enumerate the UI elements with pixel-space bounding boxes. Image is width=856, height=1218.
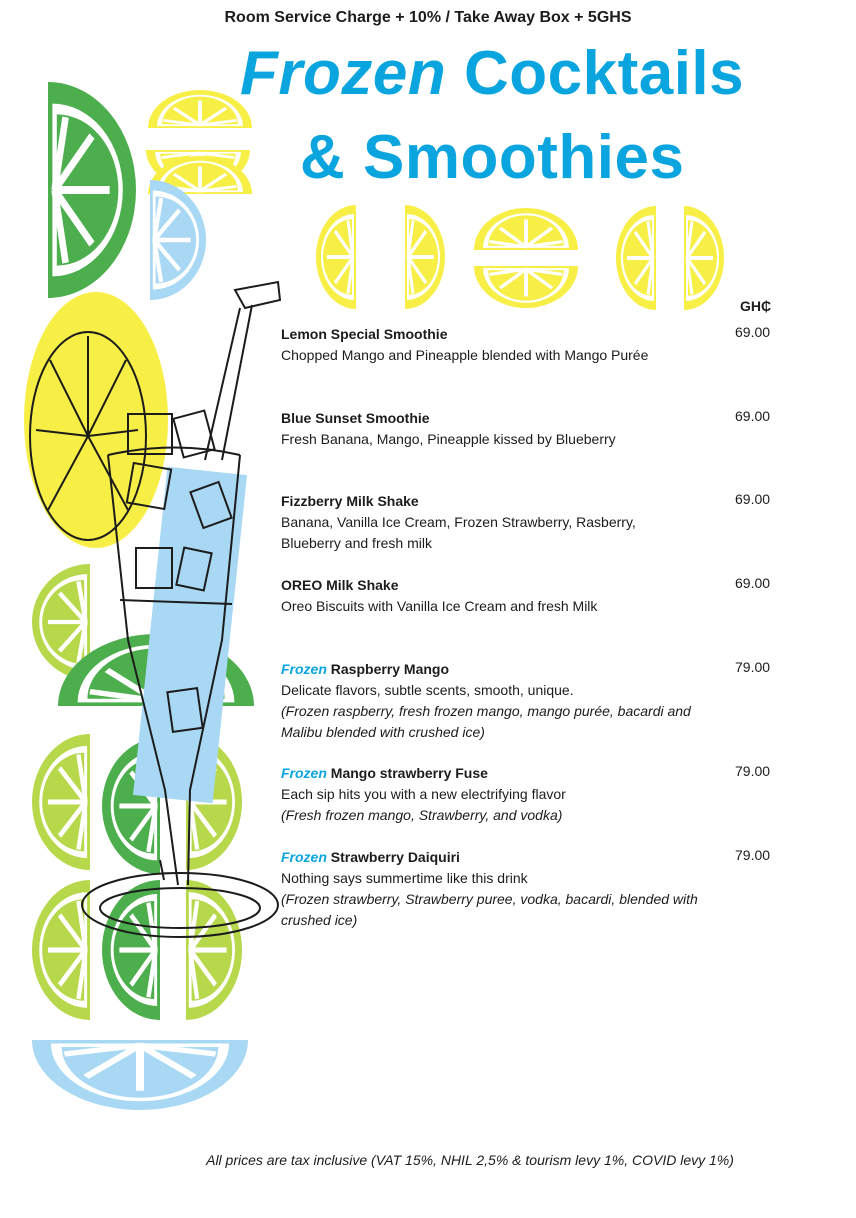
item-price: 79.00: [735, 659, 771, 675]
item-price: 69.00: [735, 575, 771, 591]
page-subtitle: & Smoothies: [300, 123, 685, 192]
item-price: 69.00: [735, 324, 771, 340]
lemon-slice-icon: [684, 206, 724, 310]
lime-slice-icon: [186, 880, 242, 1020]
menu-item: [281, 324, 721, 366]
item-ingredients: (Frozen strawberry, Strawberry puree, vodka, bacardi, blended with crushed ice): [281, 891, 698, 928]
item-description: Each sip hits you with a new electrifying flavor: [281, 786, 566, 802]
lime-slice-icon: [102, 880, 160, 1020]
title-cocktails-word: Cocktails: [446, 39, 745, 108]
lime-slice-icon: [150, 180, 206, 300]
menu-item: [281, 408, 721, 450]
currency-label: GH₵: [740, 298, 772, 314]
menu-item: [281, 763, 721, 826]
item-prefix: Frozen: [281, 661, 327, 677]
service-charge-notice: Room Service Charge + 10% / Take Away Box + 5GHS: [224, 9, 632, 26]
item-description: Nothing says summertime like this drink: [281, 870, 528, 886]
item-name: Frozen Raspberry Mango: [281, 661, 450, 677]
item-description: Delicate flavors, subtle scents, smooth, unique.: [281, 682, 574, 698]
item-description: Oreo Biscuits with Vanilla Ice Cream and fresh Milk: [281, 598, 598, 614]
item-name: Frozen Mango strawberry Fuse: [281, 765, 488, 781]
lemon-slice-icon: [316, 205, 356, 309]
menu-item: [281, 847, 721, 931]
item-price: 69.00: [735, 491, 771, 507]
lemon-slice-icon: [405, 205, 445, 309]
lemon-slice-icon: [474, 266, 578, 308]
menu-item: [281, 575, 721, 617]
item-ingredients: (Frozen raspberry, fresh frozen mango, mango purée, bacardi and Malibu blended with crushed ice): [281, 703, 691, 740]
lime-slice-icon: [32, 1040, 248, 1110]
tax-footnote: All prices are tax inclusive (VAT 15%, NHIL 2,5% & tourism levy 1%, COVID levy 1%): [206, 1152, 734, 1168]
lime-slice-icon: [48, 82, 136, 298]
item-description: Fresh Banana, Mango, Pineapple kissed by Blueberry: [281, 431, 616, 447]
item-name: Fizzberry Milk Shake: [281, 493, 419, 509]
lime-slice-icon: [32, 734, 90, 870]
lemon-slice-icon: [148, 90, 252, 128]
title-frozen-word: Frozen: [240, 39, 447, 108]
item-price: 79.00: [735, 763, 771, 779]
item-price: 79.00: [735, 847, 771, 863]
item-prefix: Frozen: [281, 765, 327, 781]
item-name: Frozen Strawberry Daiquiri: [281, 849, 460, 865]
menu-item: [281, 491, 681, 554]
lemon-slice-icon: [616, 206, 656, 310]
lime-slice-icon: [32, 880, 90, 1020]
lemon-slice-icon: [474, 208, 578, 250]
item-price: 69.00: [735, 408, 771, 424]
item-description: Banana, Vanilla Ice Cream, Frozen Strawberry, Rasberry, Blueberry and fresh milk: [281, 514, 636, 551]
item-name: Lemon Special Smoothie: [281, 326, 448, 342]
menu-item: [281, 659, 721, 743]
item-description: Chopped Mango and Pineapple blended with Mango Purée: [281, 347, 649, 363]
page-title: [240, 38, 744, 109]
item-ingredients: (Fresh frozen mango, Strawberry, and vodka): [281, 807, 563, 823]
item-name: Blue Sunset Smoothie: [281, 410, 430, 426]
item-prefix: Frozen: [281, 849, 327, 865]
item-name: OREO Milk Shake: [281, 577, 399, 593]
